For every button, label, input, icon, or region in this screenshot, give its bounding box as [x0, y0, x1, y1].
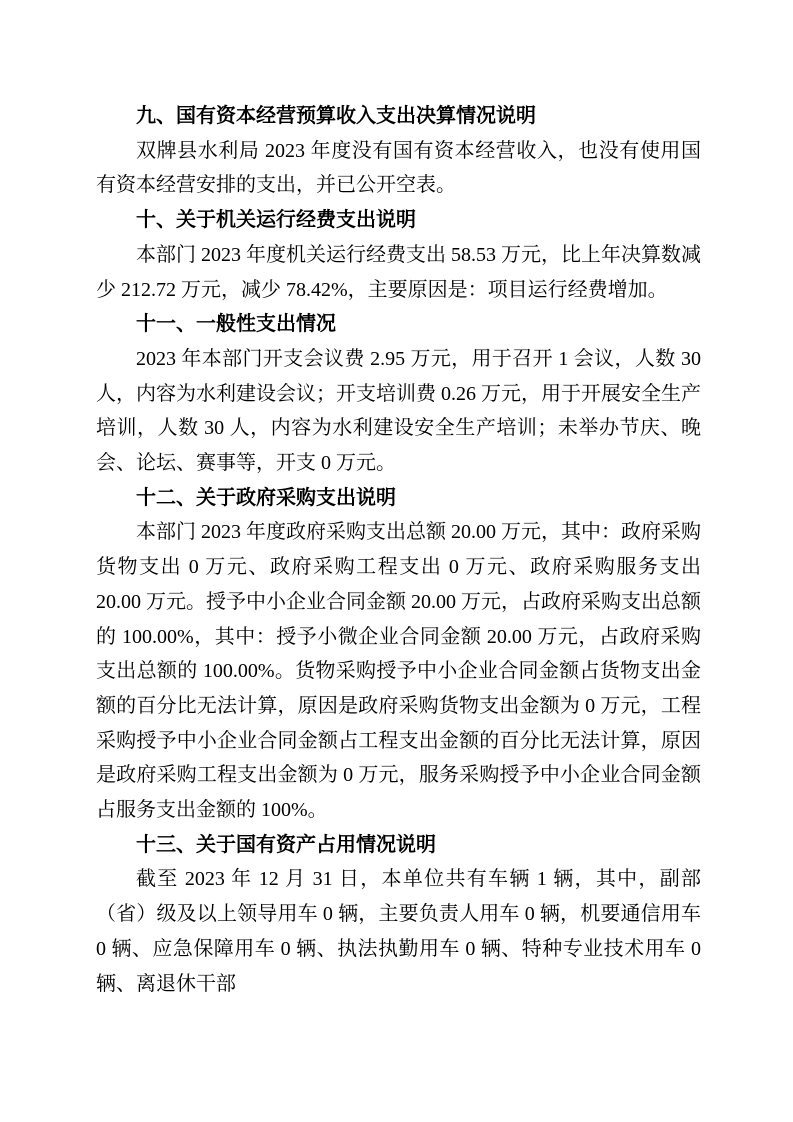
section-agency-operating-expense: [96, 203, 701, 307]
section-government-procurement-paragraph: 本部门 2023 年度政府采购支出总额 20.00 万元，其中：政府采购货物支出 0 万元、政府采购工程支出 0 万元、政府采购服务支出 20.00 万元。授予中小企业合同金额 20.00 万元，占政府采购支出总额的 100.00%，其中：授予小微企业合同金额 20.00 万元，占政府采购支出总额的 100.00%。货物采购授予中小企业合同金额占货物支出金额的百分比无法计算，原因是政府采购货物支出金额为 0 万元，工程采购授予中小企业合同金额占工程支出金额的百分比无法计算，原因是政府采购工程支出金额为 0 万元，服务采购授予中小企业合同金额占服务支出金额的 100%。: [96, 521, 701, 822]
section-agency-operating-expense-heading: 十、关于机关运行经费支出说明: [136, 209, 416, 232]
section-general-expenditure: [96, 307, 701, 481]
section-general-expenditure-heading: 十一、一般性支出情况: [136, 313, 336, 336]
section-general-expenditure-paragraph: 2023 年本部门开支会议费 2.95 万元，用于召开 1 会议，人数 30 人，内容为水利建设会议；开支培训费 0.26 万元，用于开展安全生产培训，人数 30 人，内容为水利建设安全生产培训；未举办节庆、晚会、论坛、赛事等，开支 0 万元。: [96, 347, 701, 475]
section-state-asset-occupancy: [96, 828, 701, 1002]
section-state-asset-occupancy-heading: 十三、关于国有资产占用情况说明: [136, 833, 436, 856]
section-state-capital-budget-heading: 九、国有资本经营预算收入支出决算情况说明: [136, 105, 536, 127]
section-government-procurement: [96, 481, 701, 828]
section-agency-operating-expense-paragraph: 本部门 2023 年度机关运行经费支出 58.53 万元，比上年决算数减少 212.72 万元，减少 78.42%，主要原因是：项目运行经费增加。: [96, 243, 701, 301]
section-state-capital-budget: [96, 99, 701, 203]
section-government-procurement-heading: 十二、关于政府采购支出说明: [136, 486, 396, 509]
section-state-capital-budget-paragraph: 双牌县水利局 2023 年度没有国有资本经营收入，也没有使用国有资本经营安排的支出，并已公开空表。: [96, 139, 701, 197]
section-state-asset-occupancy-paragraph: 截至 2023 年 12 月 31 日，本单位共有车辆 1 辆，其中，副部（省）级及以上领导用车 0 辆，主要负责人用车 0 辆，机要通信用车 0 辆、应急保障用车 0 辆、执法执勤用车 0 辆、特种专业技术用车 0 辆、离退休干部: [96, 868, 701, 995]
